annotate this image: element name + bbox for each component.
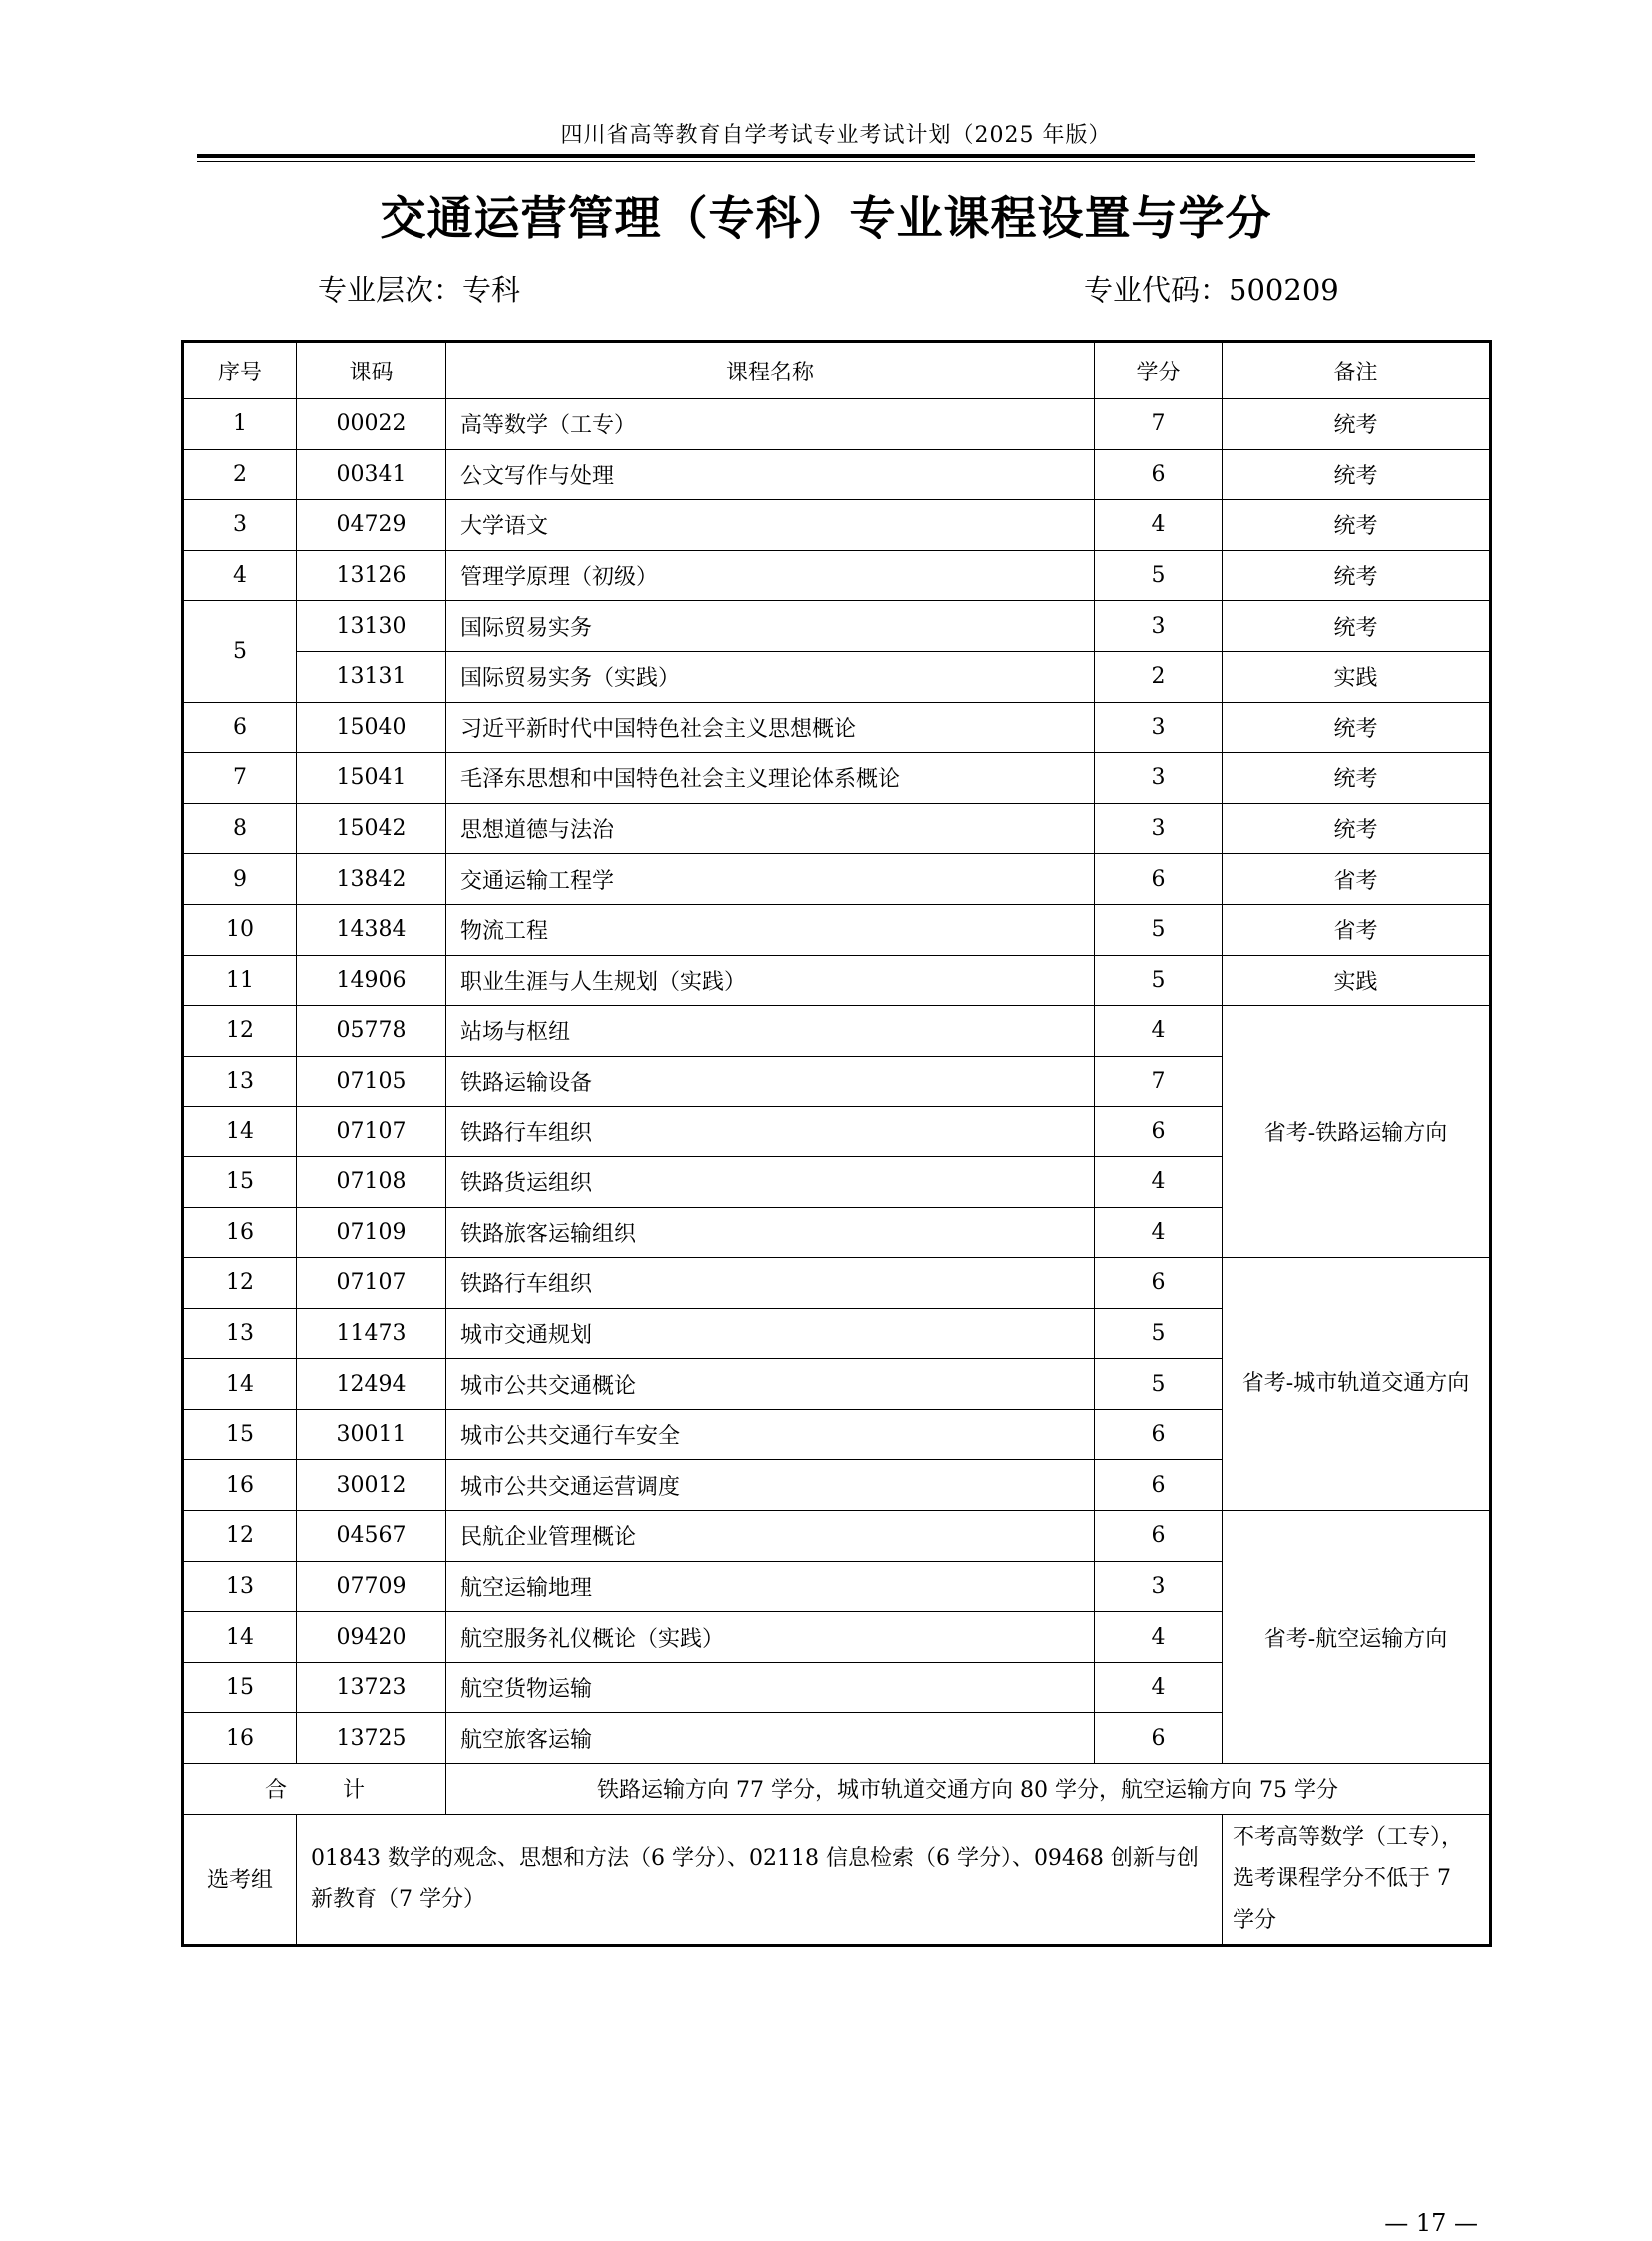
code-value: 500209 [1229, 273, 1339, 307]
table-row [183, 1511, 1491, 1562]
row-code: 07107 [297, 1107, 446, 1157]
row-name: 铁路运输设备 [446, 1056, 1095, 1107]
row-name: 城市公共交通概论 [446, 1359, 1095, 1410]
row-note: 统考 [1223, 753, 1491, 804]
row-credit: 7 [1095, 1056, 1223, 1107]
major-code-info [1084, 268, 1339, 309]
row-code: 11473 [297, 1308, 446, 1359]
elective-text: 01843 数学的观念、思想和方法（6 学分）、02118 信息检索（6 学分）、09468 创新与创新教育（7 学分） [297, 1814, 1223, 1945]
elective-row [183, 1814, 1491, 1945]
row-credit: 6 [1095, 1460, 1223, 1511]
total-label: 合计 [183, 1764, 446, 1815]
table-row [183, 854, 1491, 905]
row-name: 物流工程 [446, 904, 1095, 955]
row-credit: 7 [1095, 399, 1223, 450]
row-no: 13 [183, 1056, 297, 1107]
table-row [183, 601, 1491, 652]
group-note-railway: 省考-铁路运输方向 [1223, 1006, 1491, 1258]
row-code: 05778 [297, 1006, 446, 1057]
course-table [181, 340, 1492, 1947]
row-name: 铁路旅客运输组织 [446, 1207, 1095, 1258]
row-note: 省考 [1223, 904, 1491, 955]
row-name: 铁路行车组织 [446, 1258, 1095, 1309]
elective-label: 选考组 [183, 1814, 297, 1945]
row-name: 思想道德与法治 [446, 803, 1095, 854]
row-credit: 6 [1095, 1409, 1223, 1460]
row-credit: 4 [1095, 1662, 1223, 1713]
table-row [183, 500, 1491, 551]
row-no: 15 [183, 1409, 297, 1460]
row-code: 13130 [297, 601, 446, 652]
row-code: 30011 [297, 1409, 446, 1460]
table-row [183, 550, 1491, 601]
row-name: 城市公共交通行车安全 [446, 1409, 1095, 1460]
row-credit: 5 [1095, 550, 1223, 601]
col-header-credit: 学分 [1095, 342, 1223, 399]
row-note: 实践 [1223, 955, 1491, 1006]
row-no: 5 [183, 601, 297, 702]
row-no: 16 [183, 1460, 297, 1511]
row-credit: 5 [1095, 904, 1223, 955]
row-code: 14906 [297, 955, 446, 1006]
row-code: 04567 [297, 1511, 446, 1562]
row-no: 11 [183, 955, 297, 1006]
row-credit: 3 [1095, 803, 1223, 854]
row-name: 站场与枢纽 [446, 1006, 1095, 1057]
row-no: 16 [183, 1713, 297, 1764]
level-label: 专业层次： [318, 273, 463, 307]
code-label: 专业代码： [1084, 273, 1230, 307]
row-code: 07105 [297, 1056, 446, 1107]
row-note: 统考 [1223, 399, 1491, 450]
row-name: 职业生涯与人生规划（实践） [446, 955, 1095, 1006]
row-code: 15040 [297, 702, 446, 753]
row-name: 管理学原理（初级） [446, 550, 1095, 601]
row-credit: 4 [1095, 1207, 1223, 1258]
running-header: 四川省高等教育自学考试专业考试计划（2025 年版） [560, 123, 1112, 148]
row-credit: 6 [1095, 1258, 1223, 1309]
header-rule-thin [197, 161, 1475, 162]
row-no: 12 [183, 1511, 297, 1562]
row-note: 统考 [1223, 449, 1491, 500]
row-note: 统考 [1223, 601, 1491, 652]
row-note: 实践 [1223, 651, 1491, 702]
row-no: 7 [183, 753, 297, 804]
row-no: 14 [183, 1612, 297, 1663]
group-note-aviation: 省考-航空运输方向 [1223, 1511, 1491, 1764]
row-no: 12 [183, 1006, 297, 1057]
row-no: 10 [183, 904, 297, 955]
header-rule-thick [197, 154, 1475, 158]
table-row [183, 904, 1491, 955]
row-code: 07107 [297, 1258, 446, 1309]
row-credit: 6 [1095, 854, 1223, 905]
row-code: 12494 [297, 1359, 446, 1410]
row-code: 00022 [297, 399, 446, 450]
page-number: — 17 — [1384, 2209, 1478, 2237]
row-code: 13723 [297, 1662, 446, 1713]
row-no: 3 [183, 500, 297, 551]
row-name: 铁路货运组织 [446, 1156, 1095, 1207]
row-code: 04729 [297, 500, 446, 551]
row-credit: 6 [1095, 1107, 1223, 1157]
row-no: 14 [183, 1107, 297, 1157]
row-name: 毛泽东思想和中国特色社会主义理论体系概论 [446, 753, 1095, 804]
row-code: 30012 [297, 1460, 446, 1511]
row-no: 4 [183, 550, 297, 601]
table-row [183, 449, 1491, 500]
row-note: 省考 [1223, 854, 1491, 905]
row-note: 统考 [1223, 550, 1491, 601]
row-name: 大学语文 [446, 500, 1095, 551]
row-code: 09420 [297, 1612, 446, 1663]
row-name: 航空旅客运输 [446, 1713, 1095, 1764]
total-text: 铁路运输方向 77 学分，城市轨道交通方向 80 学分，航空运输方向 75 学分 [446, 1764, 1491, 1815]
row-note: 统考 [1223, 702, 1491, 753]
row-credit: 3 [1095, 753, 1223, 804]
table-header-row [183, 342, 1491, 399]
row-code: 15041 [297, 753, 446, 804]
row-name: 航空运输地理 [446, 1561, 1095, 1612]
row-credit: 3 [1095, 1561, 1223, 1612]
row-credit: 6 [1095, 1713, 1223, 1764]
row-name: 铁路行车组织 [446, 1107, 1095, 1157]
row-credit: 6 [1095, 449, 1223, 500]
row-no: 15 [183, 1156, 297, 1207]
row-name: 城市公共交通运营调度 [446, 1460, 1095, 1511]
row-code: 13126 [297, 550, 446, 601]
row-code: 07108 [297, 1156, 446, 1207]
row-code: 07109 [297, 1207, 446, 1258]
row-note: 统考 [1223, 500, 1491, 551]
row-code: 14384 [297, 904, 446, 955]
row-credit: 5 [1095, 955, 1223, 1006]
row-credit: 4 [1095, 1006, 1223, 1057]
row-note: 统考 [1223, 803, 1491, 854]
row-credit: 6 [1095, 1511, 1223, 1562]
row-code: 13131 [297, 651, 446, 702]
row-code: 13842 [297, 854, 446, 905]
table-row [183, 803, 1491, 854]
row-name: 交通运输工程学 [446, 854, 1095, 905]
row-no: 9 [183, 854, 297, 905]
row-no: 12 [183, 1258, 297, 1309]
row-code: 07709 [297, 1561, 446, 1612]
table-row [183, 651, 1491, 702]
row-credit: 4 [1095, 1156, 1223, 1207]
row-name: 公文写作与处理 [446, 449, 1095, 500]
col-header-no: 序号 [183, 342, 297, 399]
col-header-name: 课程名称 [446, 342, 1095, 399]
table-row [183, 753, 1491, 804]
row-name: 航空服务礼仪概论（实践） [446, 1612, 1095, 1663]
row-no: 15 [183, 1662, 297, 1713]
level-info [318, 268, 520, 309]
row-no: 13 [183, 1308, 297, 1359]
total-row [183, 1764, 1491, 1815]
row-code: 00341 [297, 449, 446, 500]
row-name: 航空货物运输 [446, 1662, 1095, 1713]
row-name: 城市交通规划 [446, 1308, 1095, 1359]
row-name: 国际贸易实务 [446, 601, 1095, 652]
table-row [183, 1006, 1491, 1057]
row-name: 习近平新时代中国特色社会主义思想概论 [446, 702, 1095, 753]
level-value: 专科 [462, 273, 521, 307]
table-row [183, 955, 1491, 1006]
row-credit: 4 [1095, 1612, 1223, 1663]
col-header-code: 课码 [297, 342, 446, 399]
row-no: 14 [183, 1359, 297, 1410]
table-row [183, 399, 1491, 450]
row-no: 8 [183, 803, 297, 854]
row-credit: 3 [1095, 702, 1223, 753]
row-name: 高等数学（工专） [446, 399, 1095, 450]
row-credit: 4 [1095, 500, 1223, 551]
row-code: 13725 [297, 1713, 446, 1764]
table-row [183, 1258, 1491, 1309]
page-title: 交通运营管理（专科）专业课程设置与学分 [380, 191, 1272, 245]
row-no: 6 [183, 702, 297, 753]
row-credit: 2 [1095, 651, 1223, 702]
row-name: 民航企业管理概论 [446, 1511, 1095, 1562]
row-credit: 5 [1095, 1359, 1223, 1410]
group-note-urban-rail: 省考-城市轨道交通方向 [1223, 1258, 1491, 1511]
row-credit: 5 [1095, 1308, 1223, 1359]
col-header-note: 备注 [1223, 342, 1491, 399]
row-no: 1 [183, 399, 297, 450]
row-no: 16 [183, 1207, 297, 1258]
row-credit: 3 [1095, 601, 1223, 652]
row-code: 15042 [297, 803, 446, 854]
table-row [183, 702, 1491, 753]
row-no: 2 [183, 449, 297, 500]
row-no: 13 [183, 1561, 297, 1612]
elective-note: 不考高等数学（工专），选考课程学分不低于 7 学分 [1223, 1814, 1491, 1945]
row-name: 国际贸易实务（实践） [446, 651, 1095, 702]
